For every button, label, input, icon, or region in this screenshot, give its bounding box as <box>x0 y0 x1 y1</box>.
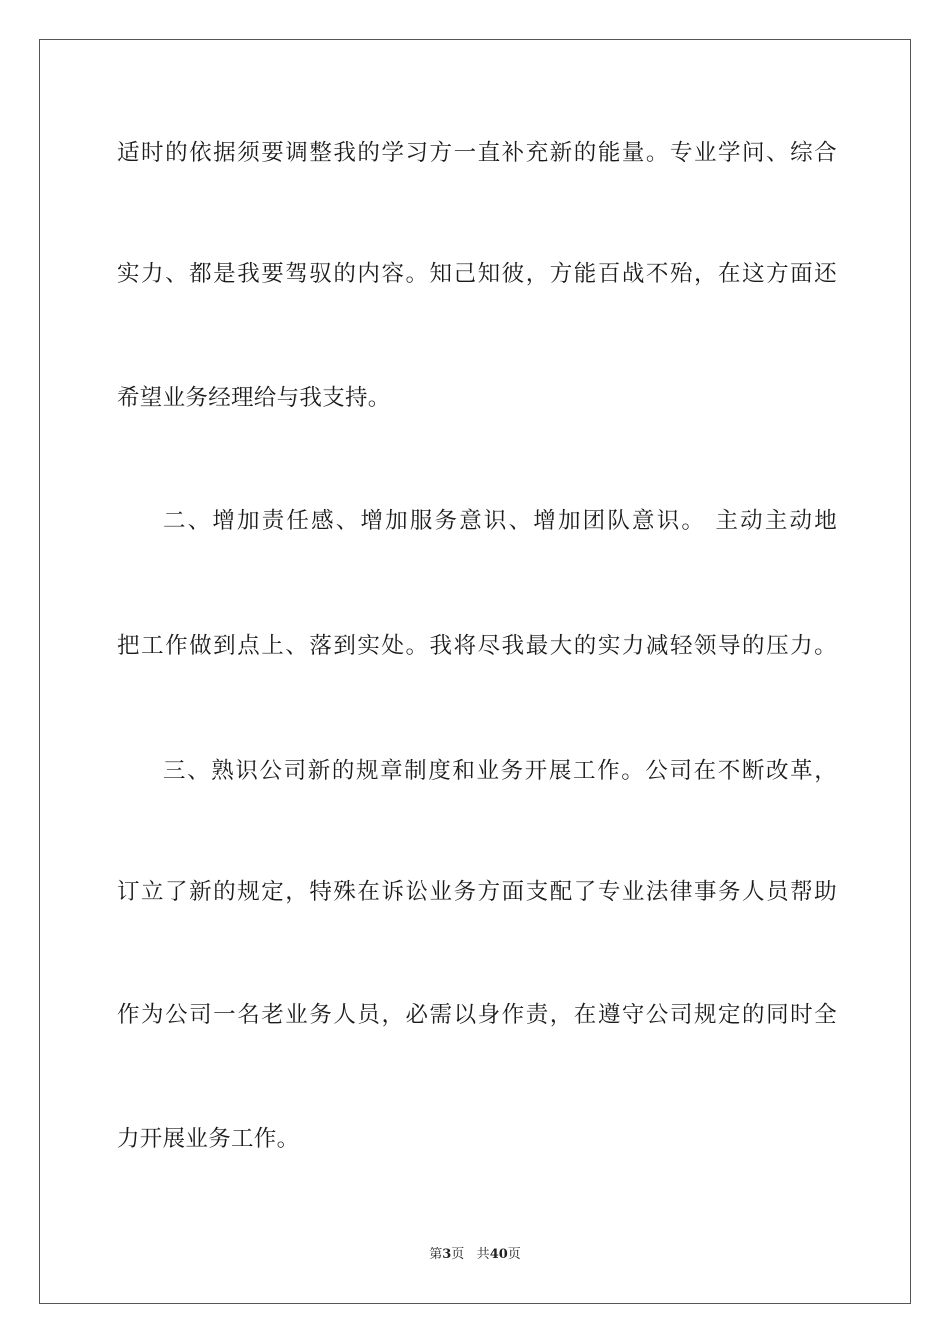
paragraph-line: 适时的依据须要调整我的学习方一直补充新的能量。专业学问、综合 <box>117 140 837 166</box>
paragraph-line: 把工作做到点上、落到实处。我将尽我最大的实力减轻领导的压力。 <box>117 633 837 659</box>
page-number: 3 <box>442 1247 452 1262</box>
paragraph-line: 订立了新的规定，特殊在诉讼业务方面支配了专业法律事务人员帮助 <box>117 879 837 905</box>
page-label-prefix: 第 <box>429 1247 443 1262</box>
total-pages: 40 <box>489 1247 508 1262</box>
paragraph-line: 希望业务经理给与我支持。 <box>117 385 391 411</box>
page-footer <box>0 1246 950 1264</box>
paragraph-line: 二、增加责任感、增加服务意识、增加团队意识。 主动主动地 <box>163 508 837 534</box>
paragraph-line: 力开展业务工作。 <box>117 1126 300 1152</box>
paragraph-line: 作为公司一名老业务人员，必需以身作责，在遵守公司规定的同时全 <box>117 1002 837 1028</box>
total-label-suffix: 页 <box>507 1247 521 1262</box>
page-label-suffix: 页 <box>451 1247 465 1262</box>
page-border <box>39 39 911 1304</box>
paragraph-line: 实力、都是我要驾驭的内容。知己知彼，方能百战不殆，在这方面还 <box>117 261 837 287</box>
total-label-prefix: 共 <box>476 1247 490 1262</box>
paragraph-line: 三、熟识公司新的规章制度和业务开展工作。公司在不断改革， <box>163 758 837 784</box>
